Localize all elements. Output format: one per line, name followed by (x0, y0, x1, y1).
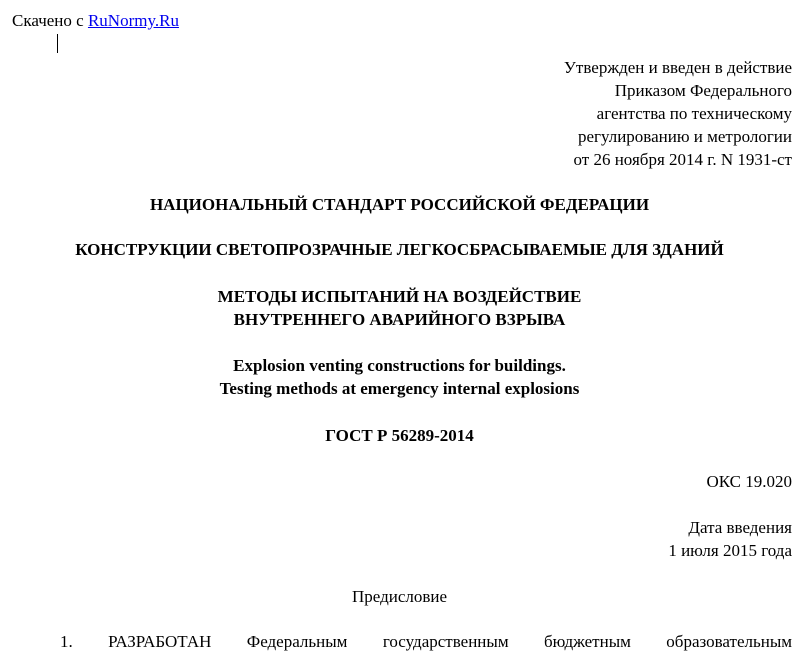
runormy-link[interactable]: RuNormy.Ru (87, 11, 179, 30)
national-standard-text: НАЦИОНАЛЬНЫЙ СТАНДАРТ РОССИЙСКОЙ ФЕДЕРАЦИИ (149, 195, 650, 214)
oks-text: ОКС 19.020 (706, 472, 792, 491)
source-line (12, 9, 179, 32)
introduction-date: 1 июля 2015 года (668, 541, 792, 560)
preface-item-1: 1. РАЗРАБОТАН Федеральным государственным бюджетным образовательным (60, 632, 792, 651)
title-en-heading (0, 354, 799, 400)
approval-line: Утвержден и введен в действие (563, 58, 792, 77)
text-cursor (57, 34, 58, 53)
preface-title: Предисловие (351, 587, 448, 606)
source-prefix: Скачено с (12, 11, 88, 30)
oks-code (706, 470, 792, 493)
approval-line: Приказом Федерального (614, 81, 792, 100)
subtitle-ru-line: МЕТОДЫ ИСПЫТАНИЙ НА ВОЗДЕЙСТВИЕ (217, 287, 582, 306)
subtitle-ru-heading (0, 285, 799, 331)
approval-line: от 26 ноября 2014 г. N 1931-ст (573, 150, 792, 169)
approval-line: регулированию и метрологии (577, 127, 792, 146)
title-en-line: Explosion venting constructions for buildings. (233, 356, 566, 375)
title-ru-text: КОНСТРУКЦИИ СВЕТОПРОЗРАЧНЫЕ ЛЕГКОСБРАСЫВАЕМЫЕ ДЛЯ ЗДАНИЙ (75, 240, 724, 259)
introduction-date-block (668, 516, 792, 562)
designation-heading (0, 424, 799, 447)
national-standard-heading (0, 193, 799, 216)
approval-line: агентства по техническому (596, 104, 792, 123)
introduction-label: Дата введения (688, 518, 792, 537)
title-ru-heading (0, 238, 799, 261)
designation-text: ГОСТ Р 56289-2014 (325, 426, 474, 445)
approval-block (564, 56, 792, 171)
subtitle-ru-line: ВНУТРЕННЕГО АВАРИЙНОГО ВЗРЫВА (233, 310, 566, 329)
title-en-line: Testing methods at emergency internal explosions (219, 379, 580, 398)
